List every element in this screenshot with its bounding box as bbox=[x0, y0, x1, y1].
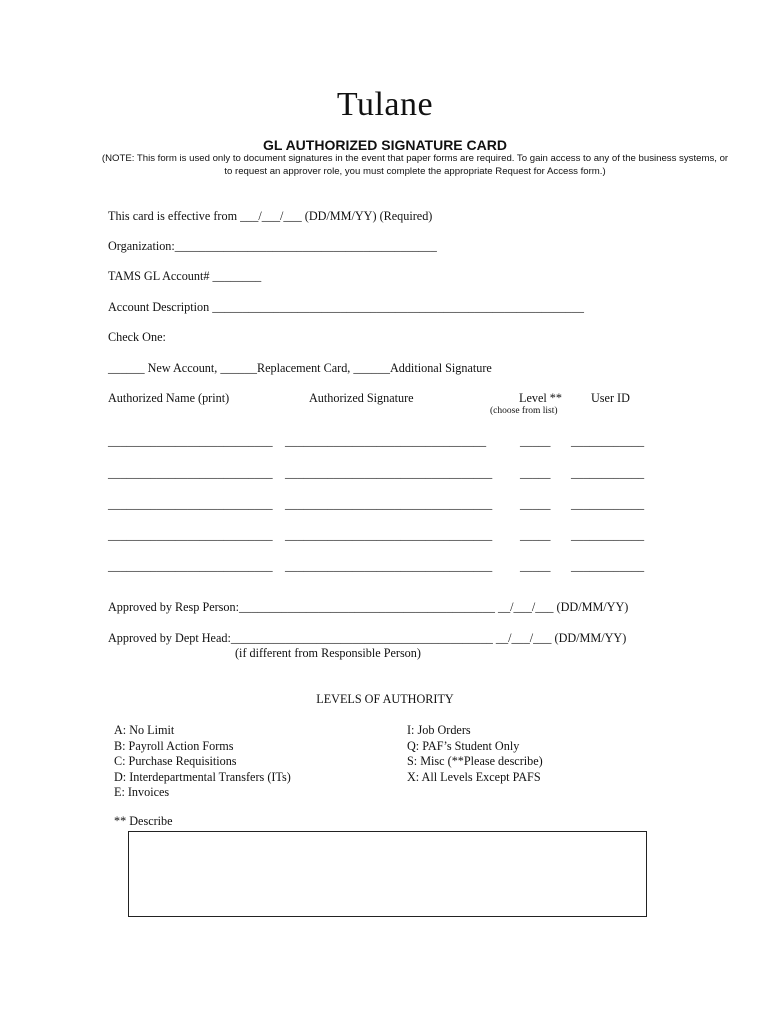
row-5-user-id[interactable]: ____________ bbox=[571, 559, 645, 573]
row-1-level[interactable]: _____ bbox=[520, 434, 551, 448]
row-5-signature[interactable]: __________________________________ bbox=[285, 559, 493, 573]
effective-date-field[interactable]: This card is effective from ___/___/___ (DD/MM/YY) (Required) bbox=[108, 209, 433, 223]
level-i: I: Job Orders bbox=[407, 723, 471, 737]
header-user-id: User ID bbox=[591, 391, 630, 405]
approved-by-resp-person-field[interactable]: Approved by Resp Person:__________________________________________ __/___/___ (DD/MM/YY) bbox=[108, 600, 629, 614]
tams-account-field[interactable]: TAMS GL Account# ________ bbox=[108, 269, 262, 283]
level-q: Q: PAF’s Student Only bbox=[407, 738, 520, 753]
row-4-level[interactable]: _____ bbox=[520, 528, 551, 542]
row-2-name[interactable]: ___________________________ bbox=[108, 466, 273, 480]
levels-right-list bbox=[407, 723, 543, 785]
header-authorized-name: Authorized Name (print) bbox=[108, 391, 230, 405]
approved-by-dept-head-field[interactable]: Approved by Dept Head:___________________________________________ __/___/___ (DD/MM/YY) bbox=[108, 631, 627, 645]
row-4-name[interactable]: ___________________________ bbox=[108, 528, 273, 542]
row-5-level[interactable]: _____ bbox=[520, 559, 551, 573]
row-1-user-id[interactable]: ____________ bbox=[571, 434, 645, 448]
tulane-logo: Tulane bbox=[336, 86, 434, 123]
describe-label: ** Describe bbox=[114, 814, 173, 828]
row-2-signature[interactable]: __________________________________ bbox=[285, 466, 493, 480]
row-3-level[interactable]: _____ bbox=[520, 497, 551, 511]
row-4-user-id[interactable]: ____________ bbox=[571, 528, 645, 542]
header-level-note: (choose from list) bbox=[490, 406, 558, 416]
header-level: Level ** bbox=[519, 391, 562, 405]
level-d: D: Interdepartmental Transfers (ITs) bbox=[114, 769, 291, 784]
row-1-name[interactable]: ___________________________ bbox=[108, 434, 273, 448]
row-3-name[interactable]: ___________________________ bbox=[108, 497, 273, 511]
form-note: (NOTE: This form is used only to document signatures in the event that paper forms are required. To gain access to any of the business systems, or to request an approver role, you must complete the appropriate Request for Access form.) bbox=[101, 153, 729, 177]
row-1-signature[interactable]: _________________________________ bbox=[285, 434, 487, 448]
organization-field[interactable]: Organization:___________________________________________ bbox=[108, 239, 437, 253]
level-c: C: Purchase Requisitions bbox=[114, 754, 237, 768]
row-3-signature[interactable]: __________________________________ bbox=[285, 497, 493, 511]
check-one-label: Check One: bbox=[108, 330, 166, 344]
level-x: X: All Levels Except PAFS bbox=[407, 769, 541, 784]
dept-head-note: (if different from Responsible Person) bbox=[235, 646, 421, 660]
levels-left-list bbox=[114, 723, 291, 801]
row-4-signature[interactable]: __________________________________ bbox=[285, 528, 493, 542]
row-3-user-id[interactable]: ____________ bbox=[571, 497, 645, 511]
row-2-user-id[interactable]: ____________ bbox=[571, 466, 645, 480]
level-a: A: No Limit bbox=[114, 723, 175, 737]
level-e: E: Invoices bbox=[114, 785, 170, 799]
header-authorized-signature: Authorized Signature bbox=[309, 391, 414, 405]
check-options[interactable]: ______ New Account, ______Replacement Card, ______Additional Signature bbox=[108, 361, 492, 375]
row-2-level[interactable]: _____ bbox=[520, 466, 551, 480]
form-title: GL AUTHORIZED SIGNATURE CARD bbox=[263, 137, 507, 153]
account-description-field[interactable]: Account Description _____________________________________________________________ bbox=[108, 300, 584, 314]
levels-heading: LEVELS OF AUTHORITY bbox=[316, 692, 454, 706]
level-s: S: Misc (**Please describe) bbox=[407, 754, 543, 768]
level-b: B: Payroll Action Forms bbox=[114, 738, 234, 753]
describe-box[interactable] bbox=[128, 831, 647, 917]
row-5-name[interactable]: ___________________________ bbox=[108, 559, 273, 573]
